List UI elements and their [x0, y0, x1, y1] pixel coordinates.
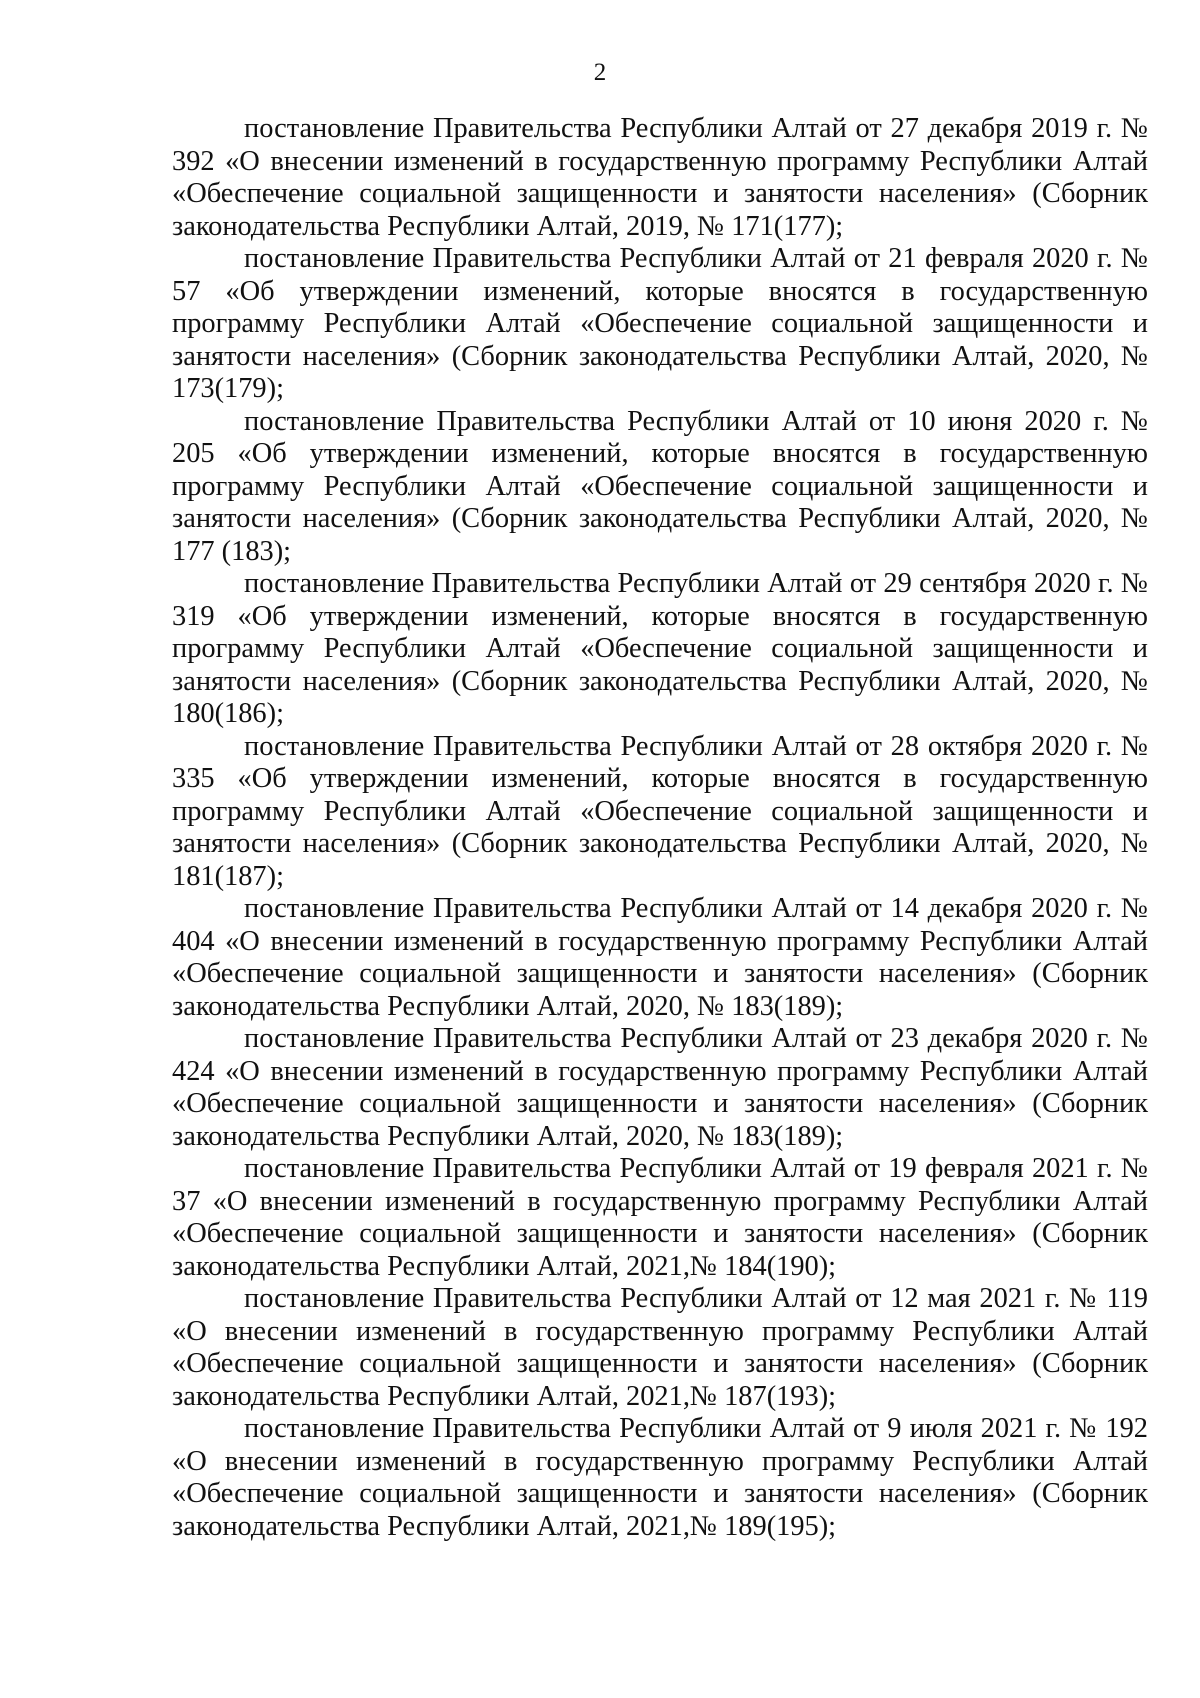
- paragraph-resolution-2020-404: постановление Правительства Республики Алтай от 14 декабря 2020 г. № 404 «О внесении изменений в государственную программу Республики Алтай «Обеспечение социальной защищенности и занятости населения» (Сборник законодательства Республики Алтай, 2020, № 183(189);: [172, 893, 1148, 1022]
- paragraph-resolution-2019-392: постановление Правительства Республики Алтай от 27 декабря 2019 г. № 392 «О внесении изменений в государственную программу Республики Алтай «Обеспечение социальной защищенности и занятости населения» (Сборник законодательства Республики Алтай, 2019, № 171(177);: [172, 113, 1148, 242]
- paragraph-resolution-2021-192: постановление Правительства Республики Алтай от 9 июля 2021 г. № 192 «О внесении изменений в государственную программу Республики Алтай «Обеспечение социальной защищенности и занятости населения» (Сборник законодательства Республики Алтай, 2021,№ 189(195);: [172, 1413, 1148, 1542]
- paragraph-resolution-2020-319: постановление Правительства Республики Алтай от 29 сентября 2020 г. № 319 «Об утверждении изменений, которые вносятся в государственную программу Республики Алтай «Обеспечение социальной защищенности и занятости населения» (Сборник законодательства Республики Алтай, 2020, № 180(186);: [172, 568, 1148, 729]
- paragraph-resolution-2020-57: постановление Правительства Республики Алтай от 21 февраля 2020 г. № 57 «Об утверждении изменений, которые вносятся в государственную программу Республики Алтай «Обеспечение социальной защищенности и занятости населения» (Сборник законодательства Республики Алтай, 2020, № 173(179);: [172, 243, 1148, 404]
- paragraph-resolution-2020-424: постановление Правительства Республики Алтай от 23 декабря 2020 г. № 424 «О внесении изменений в государственную программу Республики Алтай «Обеспечение социальной защищенности и занятости населения» (Сборник законодательства Республики Алтай, 2020, № 183(189);: [172, 1023, 1148, 1152]
- paragraph-resolution-2021-37: постановление Правительства Республики Алтай от 19 февраля 2021 г. № 37 «О внесении изменений в государственную программу Республики Алтай «Обеспечение социальной защищенности и занятости населения» (Сборник законодательства Республики Алтай, 2021,№ 184(190);: [172, 1153, 1148, 1282]
- paragraph-resolution-2020-205: постановление Правительства Республики Алтай от 10 июня 2020 г. № 205 «Об утверждении изменений, которые вносятся в государственную программу Республики Алтай «Обеспечение социальной защищенности и занятости населения» (Сборник законодательства Республики Алтай, 2020, № 177 (183);: [172, 405, 1148, 567]
- page-number: 2: [593, 59, 607, 86]
- document-body: [172, 113, 1148, 1543]
- paragraph-resolution-2021-119: постановление Правительства Республики Алтай от 12 мая 2021 г. № 119 «О внесении изменений в государственную программу Республики Алтай «Обеспечение социальной защищенности и занятости населения» (Сборник законодательства Республики Алтай, 2021,№ 187(193);: [172, 1283, 1148, 1412]
- paragraph-resolution-2020-335: постановление Правительства Республики Алтай от 28 октября 2020 г. № 335 «Об утверждении изменений, которые вносятся в государственную программу Республики Алтай «Обеспечение социальной защищенности и занятости населения» (Сборник законодательства Республики Алтай, 2020, № 181(187);: [172, 730, 1148, 892]
